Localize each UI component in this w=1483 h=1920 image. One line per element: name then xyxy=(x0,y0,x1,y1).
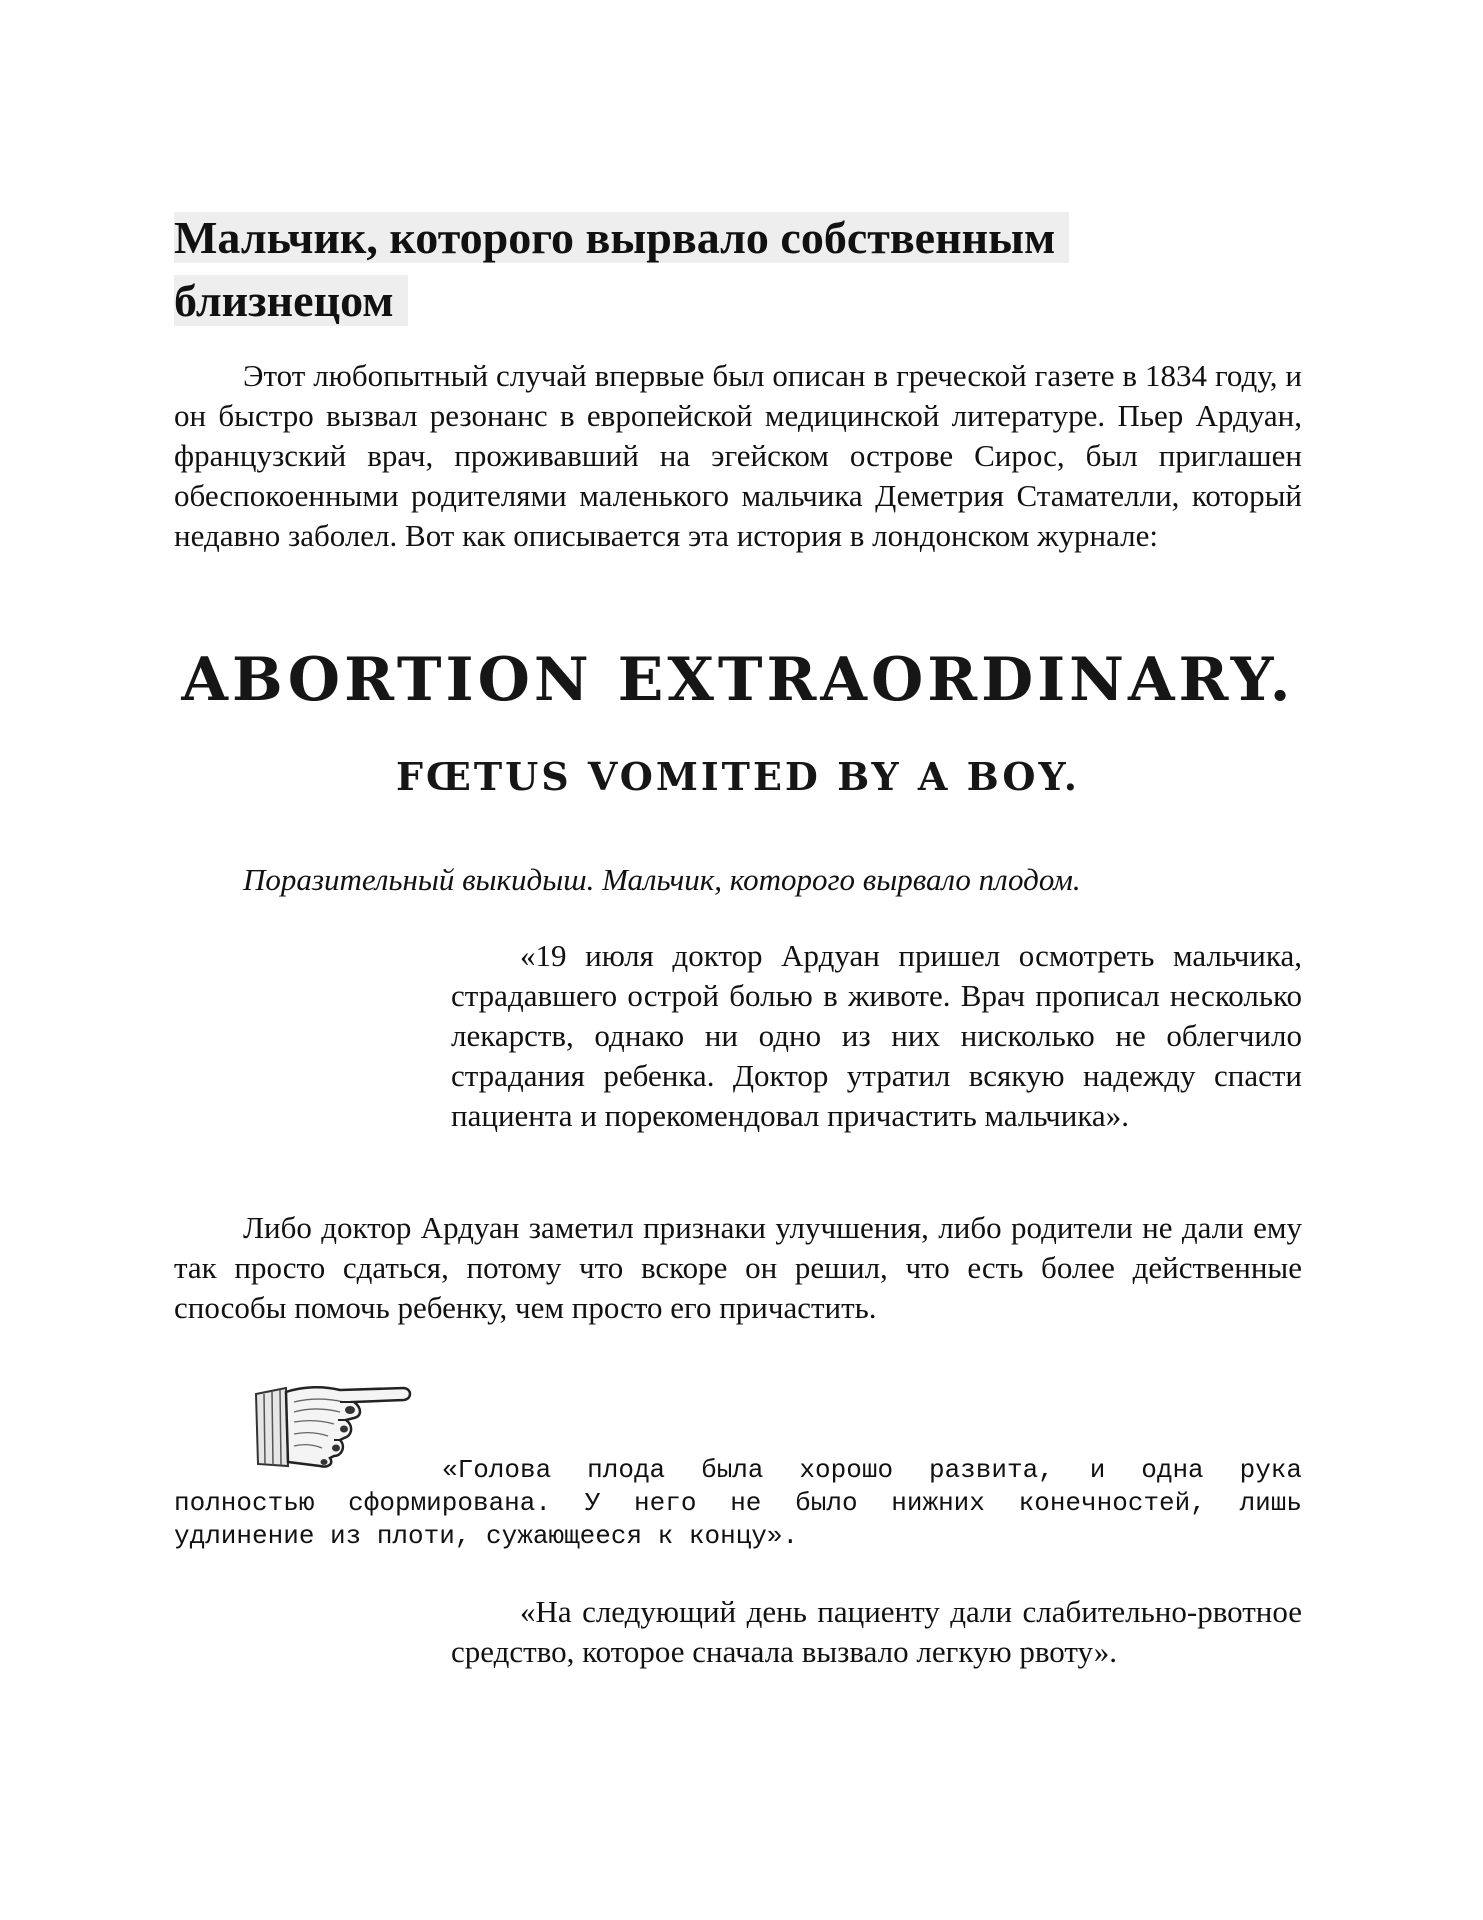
clipping-caption: Поразительный выкидыш. Мальчик, которого вырвало плодом. xyxy=(243,862,1081,897)
quote-block-2-mono: «Голова плода была хорошо развита, и одна рука полностью сформирована. У него не было нижних конечностей, лишь удлинение из плоти, сужающееся к концу». xyxy=(174,1455,1302,1551)
clipping-subheadline: FŒTUS VOMITED BY A BOY. xyxy=(396,754,1080,799)
clipping-headline: ABORTION EXTRAORDINARY. xyxy=(181,645,1295,715)
page-title xyxy=(174,206,1174,332)
page-title-text: Мальчик, которого вырвало собственным близнецом xyxy=(174,212,1069,326)
middle-paragraph: Либо доктор Ардуан заметил признаки улучшения, либо родители не дали ему так просто сдаться, потому что вскоре он решил, что есть более действенные способы помочь ребенку, чем просто его причастить. xyxy=(174,1210,1302,1325)
newspaper-clipping xyxy=(174,640,1302,810)
intro-paragraph: Этот любопытный случай впервые был описан в греческой газете в 1834 году, и он быстро вызвал резонанс в европейской медицинской литературе. Пьер Ардуан, французский врач, проживавший на эгейском острове Сирос, был приглашен обеспокоенными родителями маленького мальчика Деметрия Стамателли, который недавно заболел. Вот как описывается эта история в лондонском журнале: xyxy=(174,358,1302,553)
quote-block-1: «19 июля доктор Ардуан пришел осмотреть мальчика, страдавшего острой болью в животе. Врач прописал несколько лекарств, однако ни одно из них нисколько не облегчило страдания ребенка. Доктор утратил всякую надежду спасти пациента и порекомендовал причастить мальчика». xyxy=(451,938,1302,1133)
quote-block-3: «На следующий день пациенту дали слабительно-рвотное средство, которое сначала вызвало легкую рвоту». xyxy=(451,1594,1302,1669)
